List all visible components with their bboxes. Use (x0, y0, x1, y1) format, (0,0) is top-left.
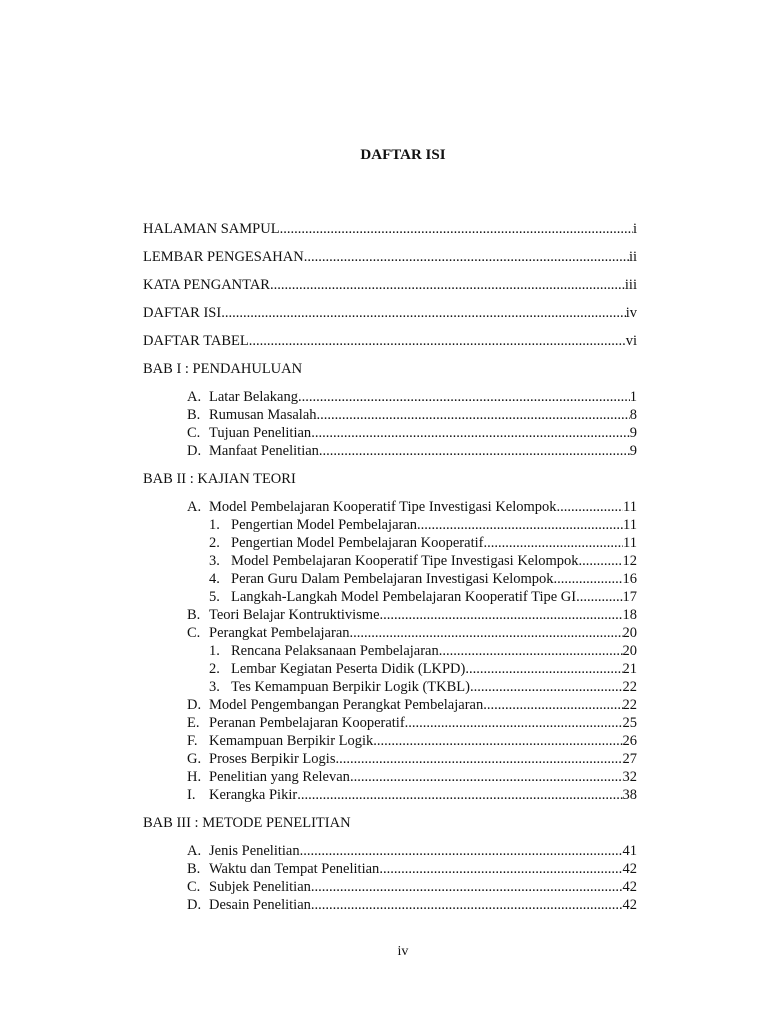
entry-page-number: 32 (622, 769, 637, 785)
section-list (187, 498, 637, 804)
entry-marker: 3. (209, 553, 220, 569)
entry-page-number: 8 (629, 407, 637, 423)
dot-leader (249, 332, 626, 350)
entry-label: KATA PENGANTAR (143, 277, 270, 293)
entry-page-number: 17 (622, 589, 637, 605)
entry-label: Latar Belakang (209, 389, 298, 405)
entry-page-number: 42 (622, 897, 637, 913)
dot-leader (311, 424, 630, 442)
dot-leader (576, 588, 622, 606)
section-entry (187, 442, 637, 460)
dot-leader (304, 248, 629, 266)
dot-leader (483, 534, 623, 552)
section-entry (187, 424, 637, 442)
entry-label: Jenis Penelitian (209, 843, 300, 859)
section-entry (187, 768, 637, 786)
dot-leader (335, 750, 622, 768)
entry-label: Pengertian Model Pembelajaran (231, 517, 418, 533)
entry-marker: C. (187, 879, 201, 895)
entry-marker: 2. (209, 535, 220, 551)
entry-marker: B. (187, 607, 201, 623)
dot-leader (300, 842, 623, 860)
entry-marker: B. (187, 407, 201, 423)
section-entry (187, 878, 637, 896)
entry-label: Lembar Kegiatan Peserta Didik (LKPD) (231, 661, 466, 677)
dot-leader (317, 406, 630, 424)
entry-label: Waktu dan Tempat Penelitian (209, 861, 380, 877)
entry-page-number: 18 (622, 607, 637, 623)
entry-page-number: iv (625, 305, 637, 321)
dot-leader (405, 714, 623, 732)
subsection-entry (209, 660, 637, 678)
entry-page-number: 42 (622, 861, 637, 877)
entry-label: Peran Guru Dalam Pembelajaran Investigasi Kelompok (231, 571, 554, 587)
entry-page-number: ii (628, 249, 637, 265)
section-entry (187, 624, 637, 642)
entry-page-number: iii (624, 277, 637, 293)
subsection-entry (209, 516, 637, 534)
chapter-heading: BAB II : KAJIAN TEORI (143, 471, 296, 487)
entry-page-number: 41 (622, 843, 637, 859)
toc-entry (143, 332, 637, 350)
entry-page-number: 11 (623, 499, 637, 515)
entry-marker: D. (187, 897, 202, 913)
entry-label: Langkah-Langkah Model Pembelajaran Kooperatif Tipe GI (231, 589, 577, 605)
dot-leader (350, 624, 623, 642)
entry-label: Kemampuan Berpikir Logik (209, 733, 374, 749)
entry-label: Rencana Pelaksanaan Pembelajaran (231, 643, 439, 659)
entry-marker: A. (187, 843, 202, 859)
entry-marker: A. (187, 499, 202, 515)
entry-page-number: vi (625, 333, 637, 349)
page-title: DAFTAR ISI (360, 147, 446, 163)
page-number-footer: iv (397, 944, 409, 959)
entry-page-number: 11 (623, 517, 637, 533)
dot-leader (470, 678, 623, 696)
entry-marker: C. (187, 425, 201, 441)
entry-page-number: 22 (622, 697, 637, 713)
chapter-heading: BAB III : METODE PENELITIAN (143, 815, 351, 831)
dot-leader (417, 516, 623, 534)
dot-leader (319, 442, 630, 460)
dot-leader (483, 696, 622, 714)
entry-marker: D. (187, 443, 202, 459)
section-entry (187, 388, 637, 406)
section-entry (187, 750, 637, 768)
dot-leader (373, 732, 622, 750)
dot-leader (298, 388, 630, 406)
section-entry (187, 406, 637, 424)
dot-leader (311, 896, 623, 914)
entry-page-number: 42 (622, 879, 637, 895)
entry-marker: 1. (209, 643, 220, 659)
entry-page-number: 12 (622, 553, 637, 569)
dot-leader (465, 660, 622, 678)
section-entry (187, 732, 637, 750)
entry-label: Peranan Pembelajaran Kooperatif (209, 715, 405, 731)
entry-label: Kerangka Pikir (209, 787, 298, 803)
entry-label: Desain Penelitian (209, 897, 311, 913)
entry-label: DAFTAR ISI (143, 305, 222, 321)
entry-label: DAFTAR TABEL (143, 333, 249, 349)
subsection-entry (209, 642, 637, 660)
dot-leader (280, 220, 633, 238)
entry-marker: 5. (209, 589, 220, 605)
subsection-entry (209, 552, 637, 570)
subsection-entry (209, 678, 637, 696)
entry-label: LEMBAR PENGESAHAN (143, 249, 304, 265)
toc-entry (143, 276, 637, 294)
entry-page-number: 11 (623, 535, 637, 551)
entry-page-number: 16 (622, 571, 637, 587)
entry-label: Penelitian yang Relevan (209, 769, 350, 785)
entry-marker: H. (187, 769, 202, 785)
entry-label: Tujuan Penelitian (209, 425, 312, 441)
section-entry (187, 498, 637, 516)
section-entry (187, 860, 637, 878)
entry-page-number: 20 (622, 643, 637, 659)
subsection-entry (209, 588, 637, 606)
table-of-contents (143, 220, 637, 924)
entry-marker: F. (187, 733, 198, 749)
dot-leader (297, 786, 622, 804)
entry-label: Model Pembelajaran Kooperatif Tipe Investigasi Kelompok (209, 499, 557, 515)
entry-marker: 4. (209, 571, 220, 587)
entry-label: Rumusan Masalah (209, 407, 317, 423)
entry-label: Proses Berpikir Logis (209, 751, 336, 767)
entry-page-number: 27 (622, 751, 637, 767)
entry-marker: G. (187, 751, 202, 767)
entry-page-number: 26 (622, 733, 637, 749)
entry-label: Tes Kemampuan Berpikir Logik (TKBL) (231, 679, 470, 695)
dot-leader (380, 606, 623, 624)
entry-marker: 3. (209, 679, 220, 695)
entry-marker: A. (187, 389, 202, 405)
section-entry (187, 606, 637, 624)
entry-label: Perangkat Pembelajaran (209, 625, 350, 641)
entry-page-number: 21 (622, 661, 637, 677)
section-entry (187, 786, 637, 804)
toc-entry (143, 304, 637, 322)
dot-leader (311, 878, 623, 896)
dot-leader (270, 276, 625, 294)
entry-label: Manfaat Penelitian (209, 443, 319, 459)
entry-page-number: 22 (622, 679, 637, 695)
section-entry (187, 842, 637, 860)
entry-page-number: 9 (629, 443, 637, 459)
section-entry (187, 696, 637, 714)
entry-marker: I. (187, 787, 196, 803)
dot-leader (557, 498, 623, 516)
entry-marker: C. (187, 625, 201, 641)
entry-marker: B. (187, 861, 201, 877)
dot-leader (439, 642, 623, 660)
entry-page-number: 20 (622, 625, 637, 641)
entry-label: HALAMAN SAMPUL (143, 221, 280, 237)
subsection-entry (209, 570, 637, 588)
entry-page-number: 1 (629, 389, 637, 405)
section-list (187, 388, 637, 460)
dot-leader (554, 570, 623, 588)
entry-label: Subjek Penelitian (209, 879, 311, 895)
entry-marker: 1. (209, 517, 220, 533)
dot-leader (221, 304, 626, 322)
subsection-entry (209, 534, 637, 552)
entry-page-number: 25 (622, 715, 637, 731)
toc-entry (143, 248, 637, 266)
entry-marker: E. (187, 715, 200, 731)
entry-label: Model Pengembangan Perangkat Pembelajaran (209, 697, 484, 713)
entry-label: Teori Belajar Kontruktivisme (209, 607, 380, 623)
entry-label: Model Pembelajaran Kooperatif Tipe Investigasi Kelompok (231, 553, 579, 569)
toc-entry (143, 220, 637, 238)
entry-marker: D. (187, 697, 202, 713)
entry-page-number: 9 (629, 425, 637, 441)
chapter-heading: BAB I : PENDAHULUAN (143, 361, 303, 377)
dot-leader (350, 768, 623, 786)
entry-page-number: i (632, 221, 637, 237)
dot-leader (379, 860, 622, 878)
section-entry (187, 714, 637, 732)
entry-marker: 2. (209, 661, 220, 677)
entry-page-number: 38 (622, 787, 637, 803)
section-entry (187, 896, 637, 914)
entry-label: Pengertian Model Pembelajaran Kooperatif (231, 535, 484, 551)
section-list (187, 842, 637, 914)
dot-leader (579, 552, 623, 570)
